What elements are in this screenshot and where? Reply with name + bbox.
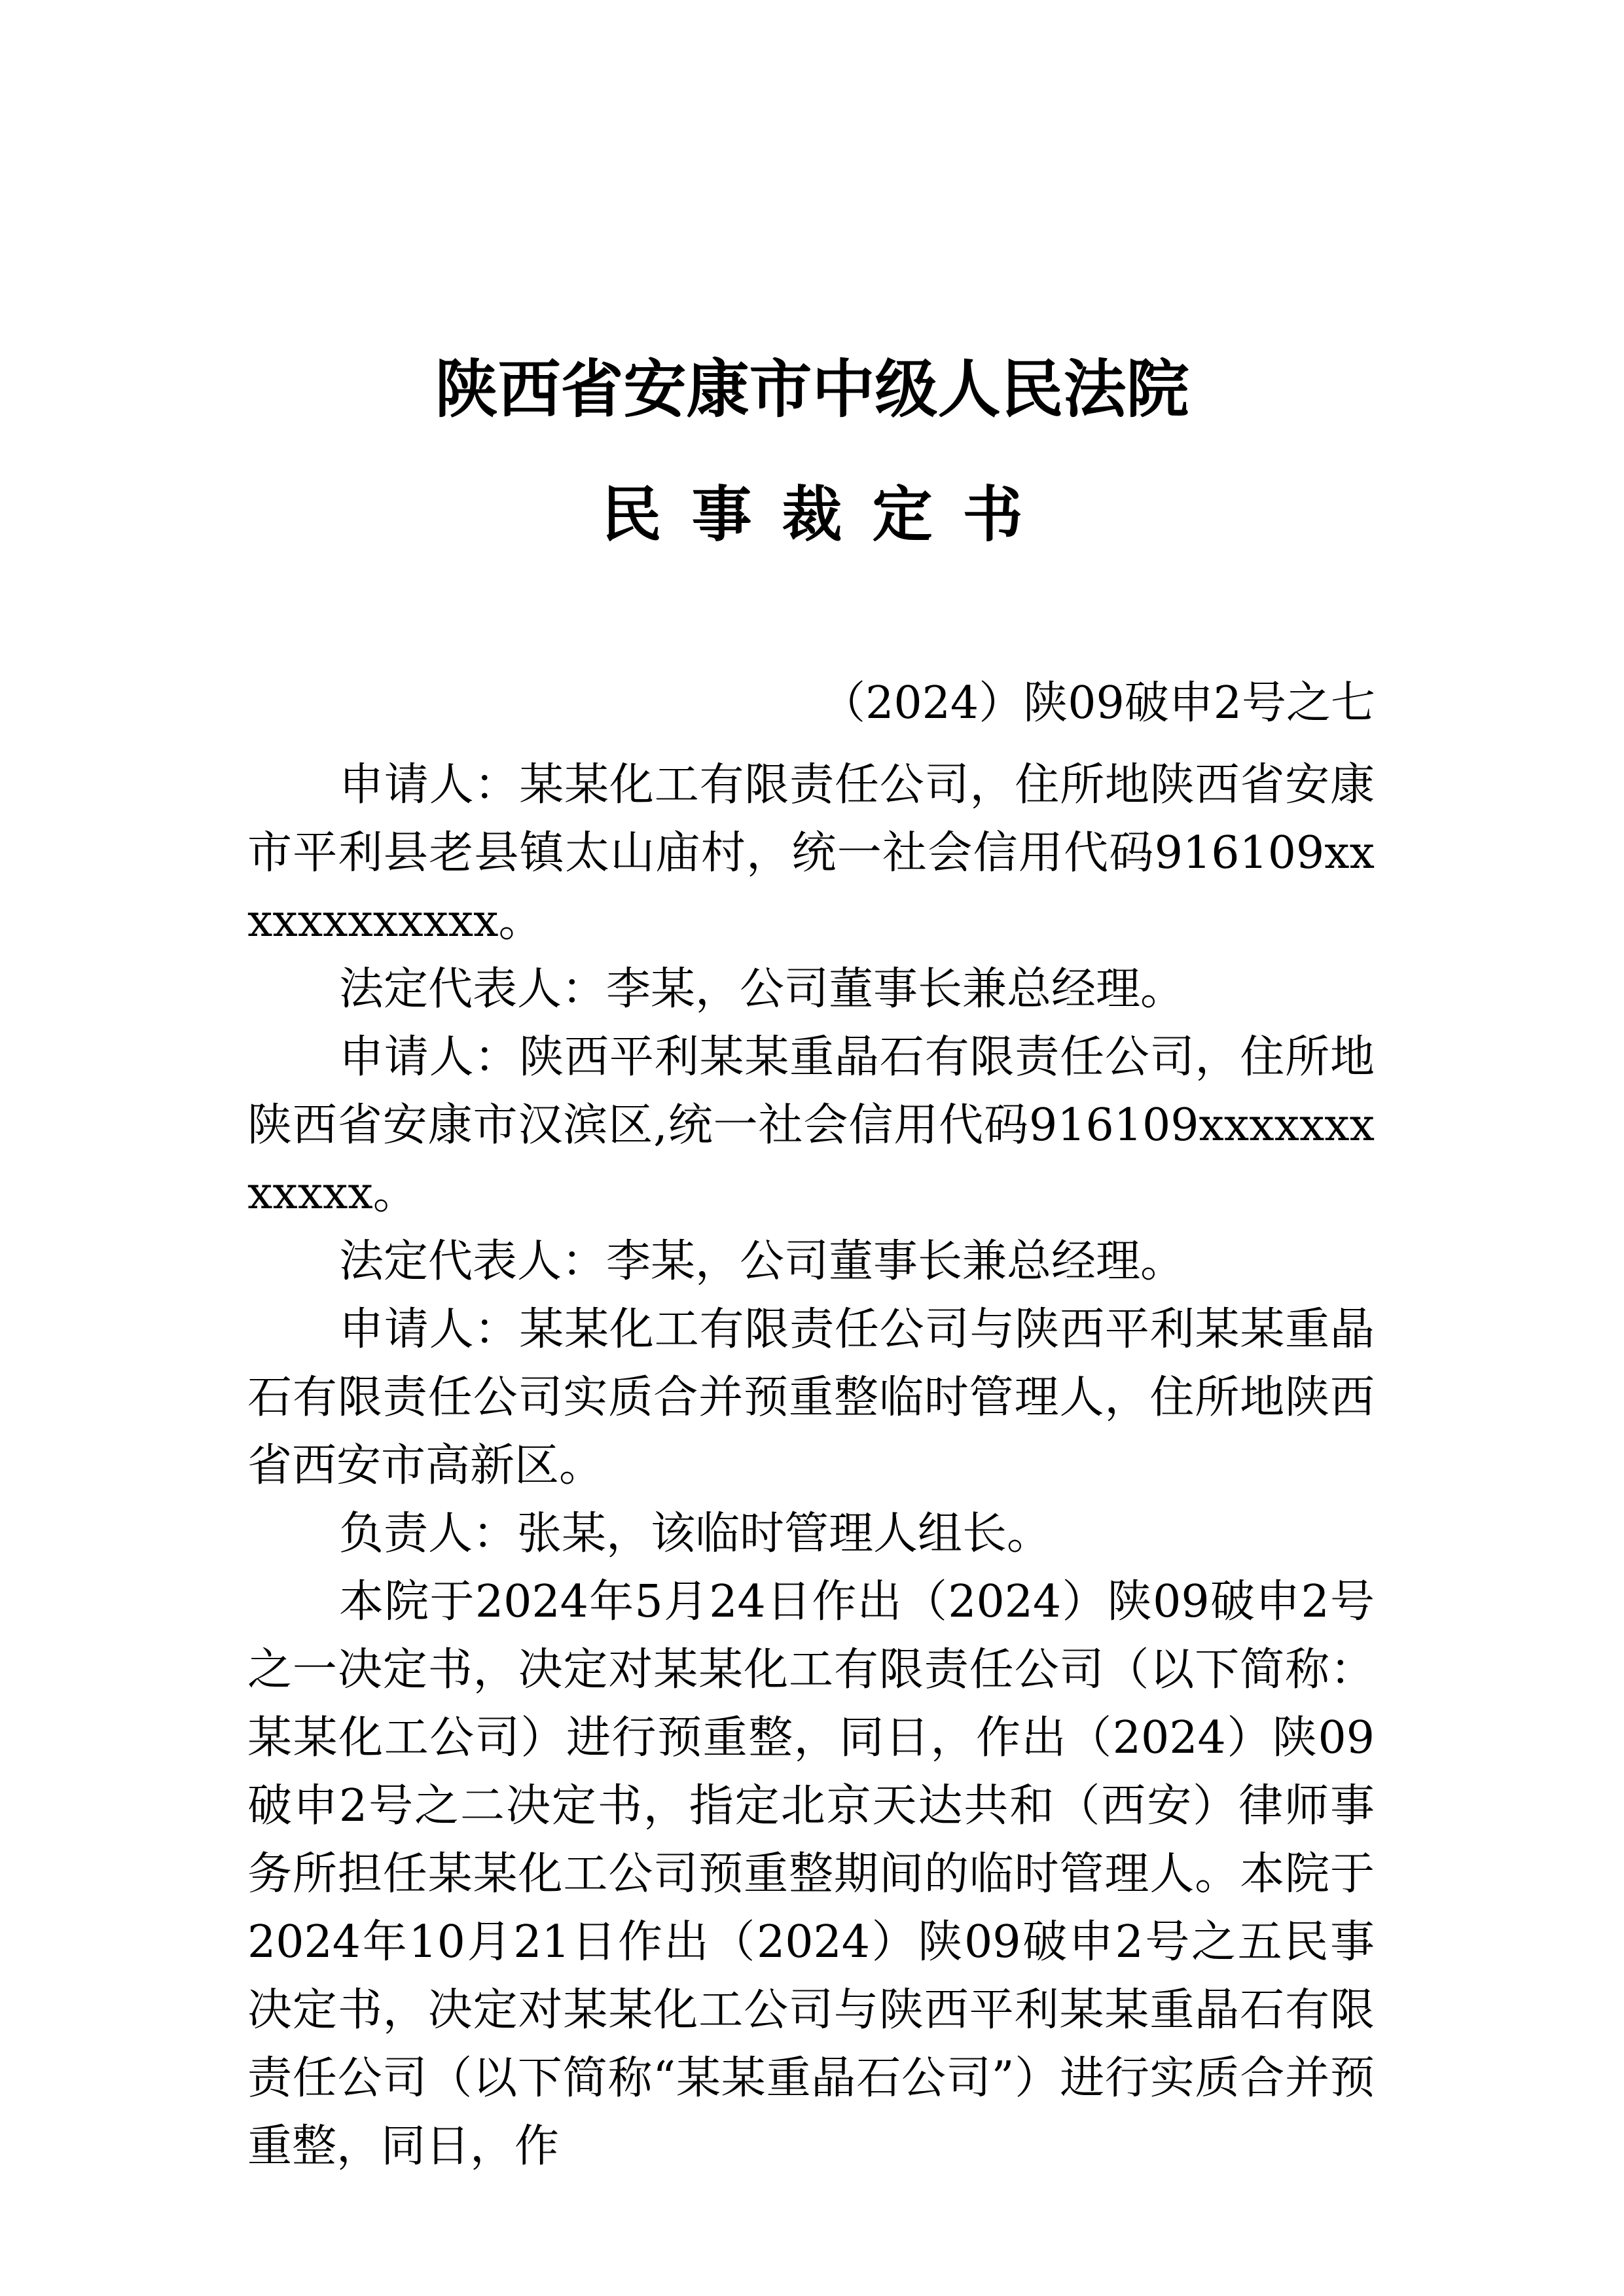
applicant-3-paragraph: 申请人：某某化工有限责任公司与陕西平利某某重晶石有限责任公司实质合并预重整临时管理人，住所地陕西省西安市高新区。 (247, 1304, 1375, 1492)
applicant-1-paragraph: 申请人：某某化工有限责任公司，住所地陕西省安康市平利县老县镇太山庙村，统一社会信用代码916109xxxxxxxxxxxx。 (247, 759, 1375, 947)
legal-representative-1-paragraph: 法定代表人：李某，公司董事长兼总经理。 (339, 963, 1185, 1015)
court-name-heading: 陕西省安康市中级人民法院 (435, 353, 1189, 426)
document-body (247, 751, 1375, 2181)
legal-representative-2-paragraph: 法定代表人：李某，公司董事长兼总经理。 (339, 1236, 1185, 1287)
applicant-2-paragraph: 申请人：陕西平利某某重晶石有限责任公司，住所地陕西省安康市汉滨区,统一社会信用代码916109xxxxxxxxxxxx。 (247, 1031, 1375, 1219)
document-type-heading: 民事裁定书 (601, 480, 1053, 550)
case-history-paragraph: 本院于2024年5月24日作出（2024）陕09破申2号之一决定书，决定对某某化工有限责任公司（以下简称：某某化工公司）进行预重整，同日，作出（2024）陕09破申2号之二决定书，指定北京天达共和（西安）律师事务所担任某某化工公司预重整期间的临时管理人。本院于2024年10月21日作出（2024）陕09破申2号之五民事决定书，决定对某某化工公司与陕西平利某某重晶石有限责任公司（以下简称“某某重晶石公司”）进行实质合并预重整，同日，作 (247, 1576, 1375, 2172)
case-number: （2024）陕09破申2号之七 (821, 677, 1375, 729)
person-in-charge-paragraph: 负责人：张某，该临时管理人组长。 (339, 1508, 1052, 1560)
